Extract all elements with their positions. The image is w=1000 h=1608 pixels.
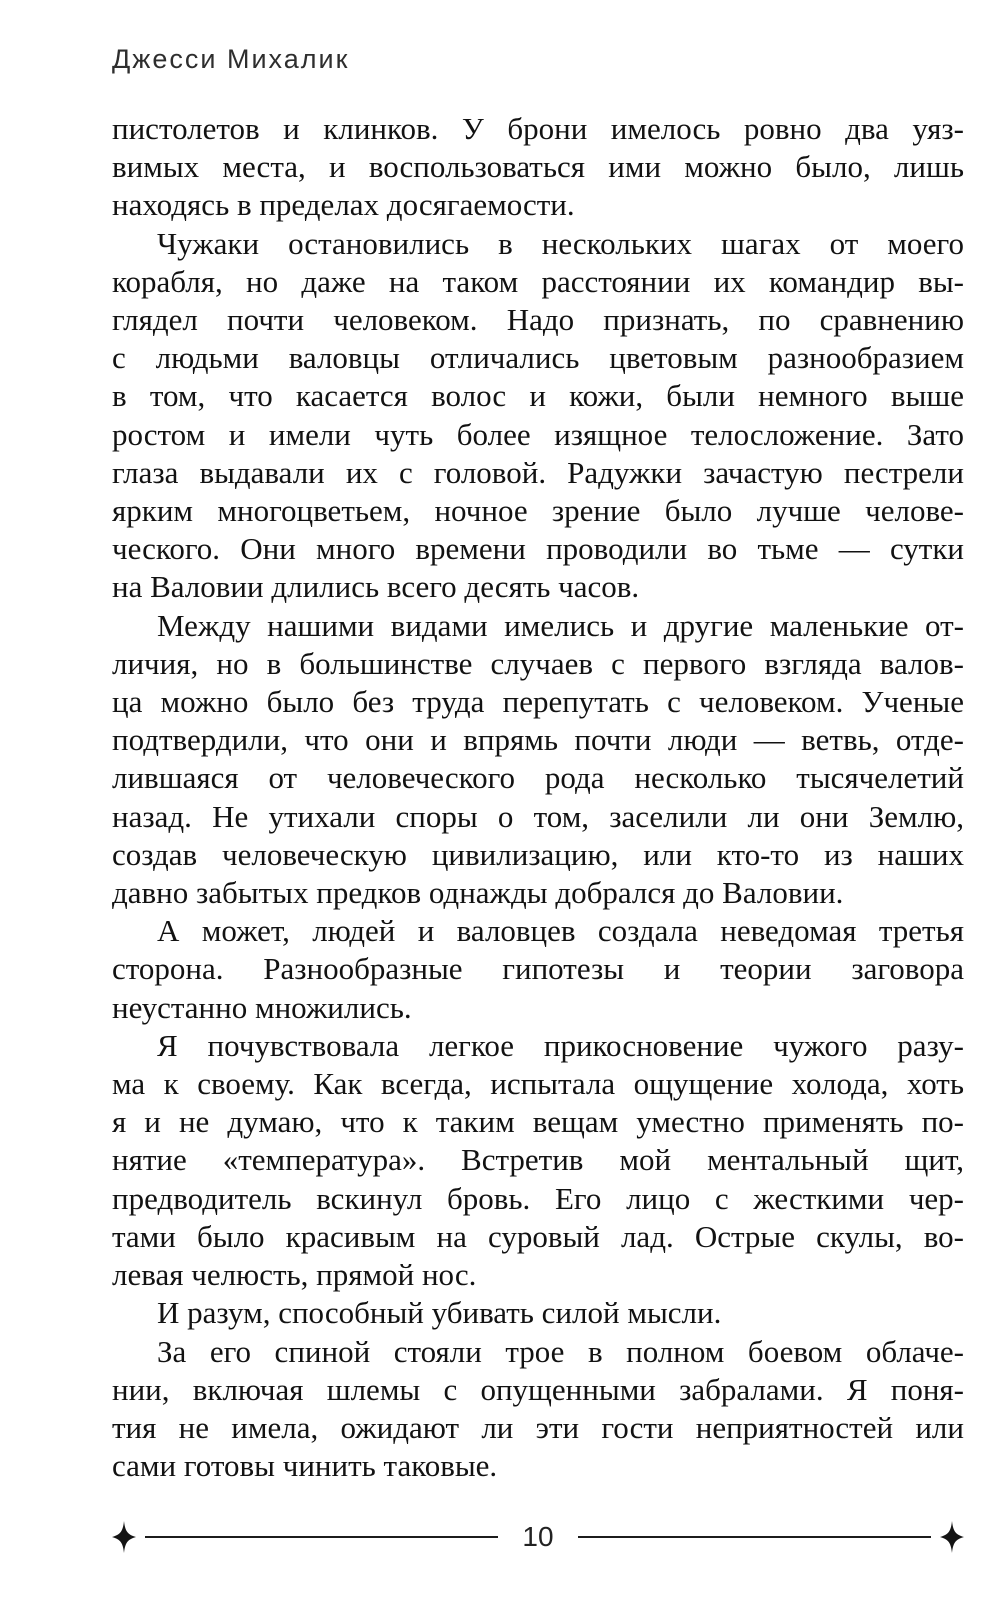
text-line: глядел почти человеком. Надо признать, по сравнению xyxy=(112,302,964,338)
text-line: сторона. Разнообразные гипотезы и теории заговора xyxy=(112,951,964,987)
text-line: в том, что касается волос и кожи, были немного выше xyxy=(112,378,964,414)
paragraph xyxy=(112,1294,964,1332)
text-line: лившаяся от человеческого рода несколько тысячелетий xyxy=(112,760,964,796)
text-line: нии, включая шлемы с опущенными забралами. Я поня- xyxy=(112,1371,964,1407)
text-line: И разум, способный убивать силой мысли. xyxy=(157,1295,722,1331)
paragraph xyxy=(112,225,964,607)
text-line: на Валовии длились всего десять часов. xyxy=(112,569,640,605)
footer-rule-right xyxy=(578,1536,931,1538)
paragraph xyxy=(112,912,964,1027)
text-line: ма к своему. Как всегда, испытала ощущение холода, хоть xyxy=(112,1066,964,1102)
paragraph xyxy=(112,1027,964,1294)
text-line: ростом и имели чуть более изящное телосложение. Зато xyxy=(112,416,964,452)
text-line: создав человеческую цивилизацию, или кто-то из наших xyxy=(112,836,964,872)
text-line: Я почувствовала легкое прикосновение чужого разу- xyxy=(157,1027,964,1063)
text-line: Чужаки остановились в нескольких шагах от моего xyxy=(157,225,964,261)
text-line: А может, людей и валовцев создала неведомая третья xyxy=(157,913,964,949)
page-number: 10 xyxy=(522,1521,554,1552)
text-line: тами было красивым на суровый лад. Острые скулы, во- xyxy=(112,1218,964,1254)
text-line: находясь в пределах досягаемости. xyxy=(112,187,575,223)
text-line: неустанно множились. xyxy=(112,989,412,1025)
text-line: ярким многоцветьем, ночное зрение было лучше челове- xyxy=(112,493,964,529)
text-line: предводитель вскинул бровь. Его лицо с жесткими чер- xyxy=(112,1180,964,1216)
running-header-author: Джесси Михалик xyxy=(112,44,350,74)
four-pointed-star-icon xyxy=(112,1521,136,1553)
text-line: левая челюсть, прямой нос. xyxy=(112,1257,477,1293)
page-footer xyxy=(112,1520,964,1554)
text-line: корабля, но даже на таком расстоянии их командир вы- xyxy=(112,263,964,299)
text-line: я и не думаю, что к таким вещам уместно применять по- xyxy=(112,1104,964,1140)
text-line: пистолетов и клинков. У брони имелось ровно два уяз- xyxy=(112,111,964,146)
text-line: За его спиной стояли трое в полном боевом облаче- xyxy=(157,1333,964,1369)
paragraph xyxy=(112,110,964,225)
paragraph xyxy=(112,1333,964,1486)
text-line: личия, но в большинстве случаев с первого взгляда валов- xyxy=(112,645,964,681)
text-line: сами готовы чинить таковые. xyxy=(112,1448,498,1484)
footer-rule-left xyxy=(145,1536,498,1538)
text-line: ца можно было без труда перепутать с человеком. Ученые xyxy=(112,684,964,720)
text-line: тия не имела, ожидают ли эти гости неприятностей или xyxy=(112,1409,964,1445)
text-line: назад. Не утихали споры о том, заселили ли они Землю, xyxy=(112,798,964,834)
text-line: подтвердили, что они и впрямь почти люди — ветвь, отде- xyxy=(112,722,964,758)
text-line: ческого. Они много времени проводили во тьме — сутки xyxy=(112,531,964,567)
page-body-text xyxy=(112,110,964,1485)
text-line: давно забытых предков однажды добрался до Валовии. xyxy=(112,875,844,911)
paragraph xyxy=(112,607,964,913)
text-line: нятие «температура». Встретив мой ментальный щит, xyxy=(112,1142,964,1178)
text-line: вимых места, и воспользоваться ими можно было, лишь xyxy=(112,149,964,185)
four-pointed-star-icon xyxy=(940,1521,964,1553)
text-line: глаза выдавали их с головой. Радужки зачастую пестрели xyxy=(112,454,964,490)
text-line: Между нашими видами имелись и другие маленькие от- xyxy=(157,607,964,643)
text-line: с людьми валовцы отличались цветовым разнообразием xyxy=(112,340,964,376)
